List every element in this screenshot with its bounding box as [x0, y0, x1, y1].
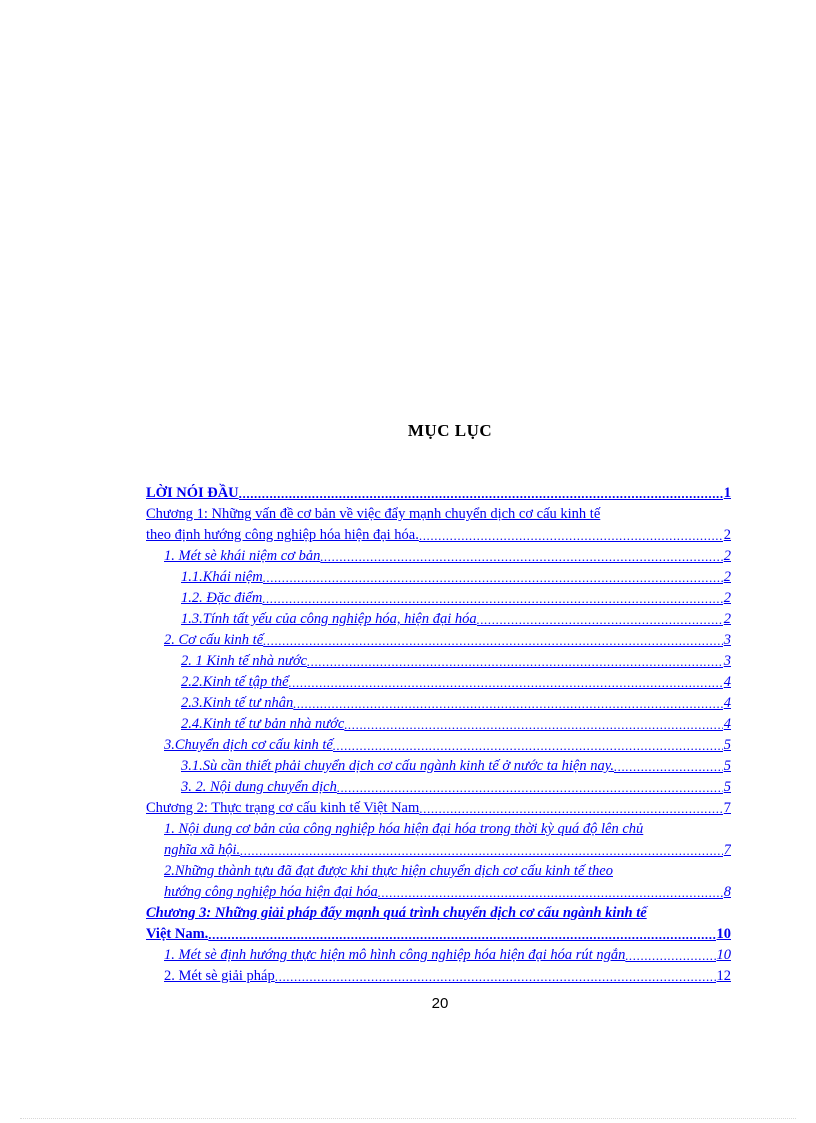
toc-entry-2[interactable]: 2. Cơ cấu kinh tế ..... 3	[164, 627, 731, 649]
toc-entry-1[interactable]: 1. Mét sè khái niệm cơ bản ..... 2	[164, 543, 731, 565]
toc-entry-ch3-2[interactable]: 2. Mét sè giải pháp ..... 12	[164, 963, 731, 985]
toc-entry-3[interactable]: 3.Chuyển dịch cơ cấu kinh tế ..... 5	[164, 732, 731, 754]
toc-entry-ch2-1[interactable]: 1. Nội dung cơ bản của công nghiệp hóa hiện đại hóa trong thời kỳ quá độ lên chủ	[164, 821, 644, 837]
toc-entry-ch2-1-cont[interactable]: nghĩa xã hội. ..... 7	[164, 837, 731, 859]
page-divider	[20, 1118, 796, 1119]
toc-entry-2-3[interactable]: 2.3.Kinh tế tư nhân ..... 4	[181, 690, 731, 712]
toc-entry-3-2[interactable]: 3. 2. Nội dung chuyển dịch ..... 5	[181, 774, 731, 796]
toc-entry-3-1[interactable]: 3.1.Sù cần thiết phải chuyển dịch cơ cấu ngành kinh tế ở nước ta hiện nay. ..... 5	[181, 753, 731, 775]
toc-entry-2-4[interactable]: 2.4.Kinh tế tư bản nhà nước ..... 4	[181, 711, 731, 733]
page-number: 20	[431, 995, 449, 1012]
toc-entry-2-2[interactable]: 2.2.Kinh tế tập thể ..... 4	[181, 669, 731, 691]
toc-heading: MỤC LỤC	[407, 421, 493, 440]
toc-entry-chapter-1-cont[interactable]: theo định hướng công nghiệp hóa hiện đại hóa. ..... 2	[146, 522, 731, 544]
toc-entry-2-1[interactable]: 2. 1 Kinh tế nhà nước ..... 3	[181, 648, 731, 670]
toc-entry-chapter-3[interactable]: Chương 3: Những giải pháp đẩy mạnh quá trình chuyển dịch cơ cấu ngành kinh tế	[146, 905, 647, 921]
toc-entry-ch3-1[interactable]: 1. Mét sè định hướng thực hiện mô hình công nghiệp hóa hiện đại hóa rút ngắn ..... 10	[164, 942, 731, 964]
toc-entry-chapter-2[interactable]: Chương 2: Thực trạng cơ cấu kinh tế Việt Nam ..... 7	[146, 795, 731, 817]
toc-entry-ch2-2-cont[interactable]: hướng công nghiệp hóa hiện đại hóa ..... 8	[164, 879, 731, 901]
toc-entry-chapter-1[interactable]: Chương 1: Những vấn đề cơ bản về việc đẩy mạnh chuyển dịch cơ cấu kinh tế	[146, 506, 601, 522]
toc-entry-chapter-3-cont[interactable]: Việt Nam. ..... 10	[146, 921, 731, 943]
toc-entry-ch2-2[interactable]: 2.Những thành tựu đã đạt được khi thực hiện chuyển dịch cơ cấu kinh tế theo	[164, 863, 613, 879]
toc-entry-loi-noi-dau[interactable]: LỜI NÓI ĐẦU ..... 1	[146, 480, 731, 502]
toc-entry-1-3[interactable]: 1.3.Tính tất yếu của công nghiệp hóa, hiện đại hóa ..... 2	[181, 606, 731, 628]
toc-entry-1-1[interactable]: 1.1.Khái niệm ..... 2	[181, 564, 731, 586]
toc-entry-1-2[interactable]: 1.2. Đặc điểm ..... 2	[181, 585, 731, 607]
